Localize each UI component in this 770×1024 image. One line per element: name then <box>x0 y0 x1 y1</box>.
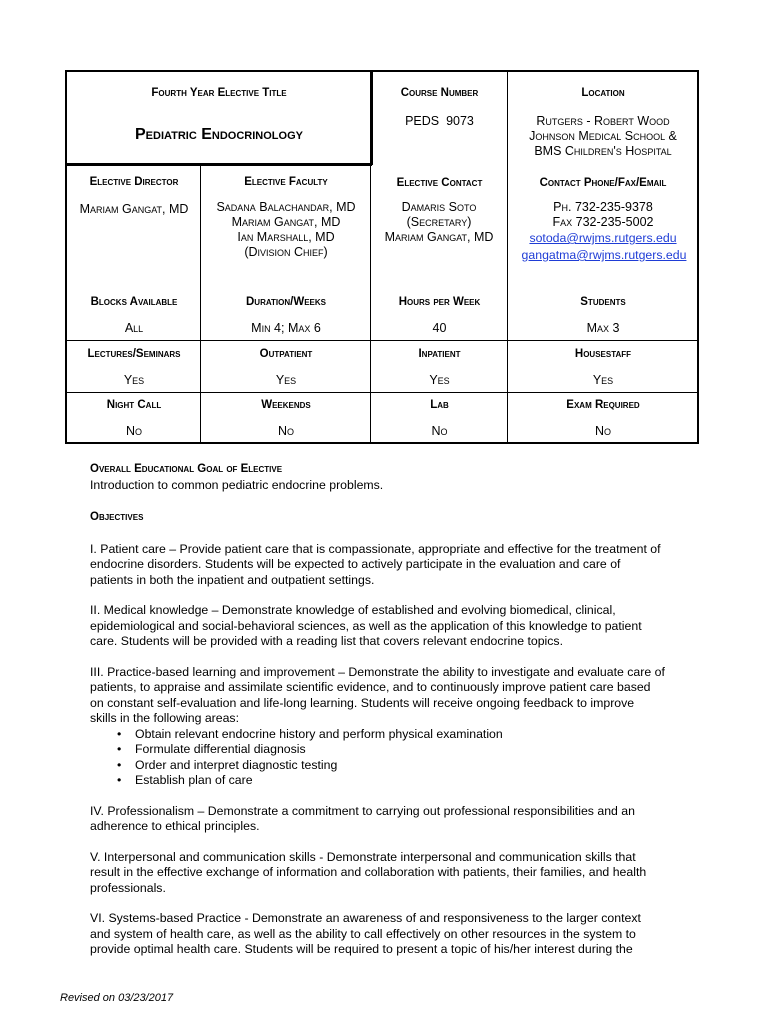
faculty-label: Elective Faculty <box>244 176 328 188</box>
objective-professionalism: IV. Professionalism – Demonstrate a commitment to carrying out professional responsibilities and an adherence to ethical principles. <box>90 803 635 833</box>
list-item: • Establish plan of care <box>135 773 690 789</box>
grid-label: Outpatient <box>259 348 313 360</box>
contact-details <box>508 200 698 230</box>
grid-value: Yes <box>429 373 450 387</box>
grid-label: Exam Required <box>566 399 640 411</box>
contact-label: Elective Contact <box>396 177 483 189</box>
list-item: • Formulate differential diagnosis <box>135 742 690 758</box>
elective-description <box>90 462 690 958</box>
grid-value: No <box>431 424 448 438</box>
objective-communication: V. Interpersonal and communication skills - Demonstrate interpersonal and communication skills that result in the effective exchange of information and collaboration with patients, their families, and health professionals. <box>90 849 647 895</box>
elective-title-label: Fourth Year Elective Title <box>151 87 287 99</box>
grid-label: Weekends <box>261 399 311 411</box>
list-item: • Order and interpret diagnostic testing <box>135 758 690 774</box>
director: Mariam Gangat, MD <box>79 202 189 216</box>
objective-practice-based-learning: III. Practice-based learning and improvement – Demonstrate the ability to investigate and evaluate care of patients, to appraise and assimilate scientific evidence, and to continuously improve patient care based on constant self-evaluation and life-long learning. Students will receive ongoing feedback to improve skills in the following areas: • Obtain relevant endocrine history and perform physical examination • Formulate differential diagnosis • Order and interpret diagnostic testing • Establish plan of care <box>90 665 690 789</box>
grid-value: 40 <box>432 321 447 335</box>
course-number: PEDS 9073 <box>405 114 474 128</box>
goal-text: Introduction to common pediatric endocrine problems. <box>90 477 384 492</box>
grid-value: No <box>125 424 143 438</box>
location: Rutgers - Robert Wood Johnson Medical School & BMS Children's Hospital <box>529 114 677 158</box>
grid-value: Yes <box>123 373 145 387</box>
revision-date: Revised on 03/23/2017 <box>60 992 174 1004</box>
grid-value: Yes <box>275 373 297 387</box>
location-label: Location <box>581 87 625 99</box>
contact-list: Damaris Soto (Secretary) Mariam Gangat, MD <box>384 200 494 244</box>
objective-patient-care: I. Patient care – Provide patient care that is compassionate, appropriate and effective for the treatment of endocrine disorders. Students will be expected to actively participate in the evaluation and care of patients in both the inpatient and outpatient settings. <box>90 541 661 587</box>
grid-label: Students <box>580 296 626 308</box>
skills-list <box>90 727 690 789</box>
grid-value: Yes <box>592 373 614 387</box>
grid-label: Hours per Week <box>398 296 481 308</box>
grid-label: Lectures/Seminars <box>87 348 181 360</box>
course-number-label: Course Number <box>400 87 479 99</box>
objective-systems-based-practice: VI. Systems-based Practice - Demonstrate an awareness of and responsiveness to the larger context and system of health care, as well as the ability to call effectively on other resources in the system to provide optimal health care. Students will be required to present a topic of his/her interest during the <box>90 911 641 956</box>
grid-value: No <box>277 424 295 438</box>
email-link-1[interactable]: sotoda@rwjms.rutgers.edu <box>529 231 677 245</box>
grid-value: No <box>594 424 612 438</box>
grid-value: Max 3 <box>586 321 620 335</box>
goal-heading: Overall Educational Goal of Elective <box>90 463 283 475</box>
grid-label: Inpatient <box>418 348 461 360</box>
grid-label: Night Call <box>106 399 162 411</box>
director-label: Elective Director <box>89 176 179 188</box>
elective-title: Pediatric Endocrinology <box>135 126 303 143</box>
objective-medical-knowledge: II. Medical knowledge – Demonstrate knowledge of established and evolving biomedical, clinical, epidemiological and social-behavioral sciences, as well as the application of this knowledge to patient care. Students will be provided with a reading list that covers relevant endocrine topics. <box>90 603 642 648</box>
grid-label: Duration/Weeks <box>246 296 326 308</box>
list-item: • Obtain relevant endocrine history and perform physical examination <box>135 727 690 743</box>
grid-label: Lab <box>430 399 449 411</box>
email-link-2[interactable]: gangatma@rwjms.rutgers.edu <box>521 248 687 262</box>
faculty-list: Sadana Balachandar, MD Mariam Gangat, MD Ian Marshall, MD (Division Chief) <box>216 200 356 259</box>
grid-value: Min 4; Max 6 <box>251 321 321 335</box>
grid-value: All <box>124 321 144 335</box>
grid-label: Housestaff <box>574 348 632 360</box>
fax: Fax 732-235-5002 <box>552 215 654 229</box>
phone-label: Contact Phone/Fax/Email <box>539 177 667 189</box>
grid-label: Blocks Available <box>90 296 178 308</box>
phone: Ph. 732-235-9378 <box>553 200 653 214</box>
objectives-heading: Objectives <box>90 511 144 523</box>
